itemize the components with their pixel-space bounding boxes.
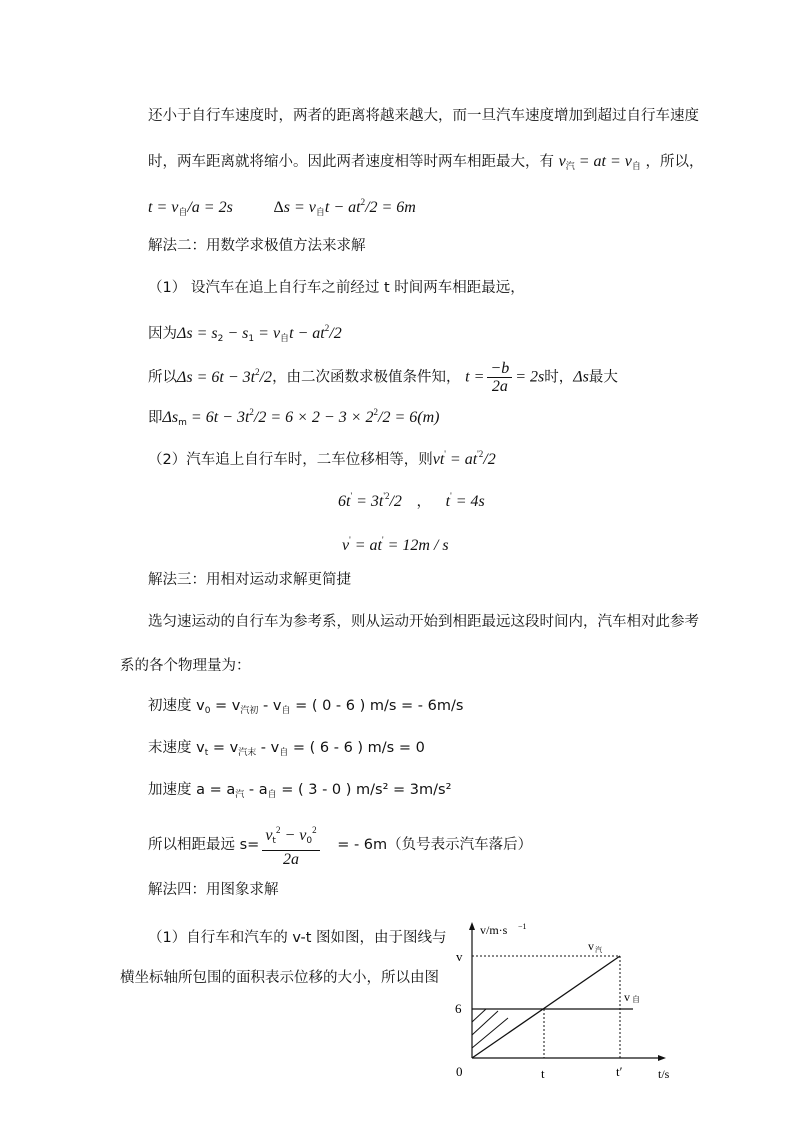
- y-arrow-icon: [469, 922, 475, 930]
- text-span: 时，两车距离就将缩小。因此两者速度相等时两车相距最大，有: [148, 154, 554, 170]
- text-line: [148, 152, 704, 177]
- y-axis-label-sup: −1: [518, 922, 527, 931]
- formula-line: 加速度 $a = a_汽 - a_自$ = ( 3 - 0 ) m/s² = 3m/s²: [148, 782, 452, 800]
- car-label-sub: 汽: [595, 946, 602, 954]
- formula-line: 所以相距最远 s= $\frac{v_t^2 - v_0^2}{2a}$ = - 6m（负号表示汽车落后）: [148, 822, 532, 868]
- formula: $v_汽$ = at = $v_自$: [558, 153, 641, 172]
- formula-line: 即$\Delta s_m = 6t - 3t^2/2 = 6 \times 2 - 3 \times 2^2/2 = 6(m)$: [148, 407, 440, 428]
- vt-graph: [440, 918, 680, 1088]
- v-tick-label: v: [456, 949, 463, 964]
- x-axis-label: t/s: [658, 1067, 670, 1081]
- y-axis-label: v/m·s: [480, 923, 508, 937]
- text-line: 横坐标轴所包围的面积表示位移的大小，所以由图: [120, 970, 439, 986]
- formula-line: $t = v_自/a = 2s$ $\Delta s = v_自t - at^2/2 = 6m$: [148, 197, 416, 218]
- text-line: 系的各个物理量为：: [120, 658, 251, 674]
- text-line: （1） 设汽车在追上自行车之前经过 t 时间两车相距最远，: [148, 280, 525, 296]
- section-heading: 解法四：用图象求解: [148, 882, 279, 898]
- text-span: ，所以，: [645, 154, 704, 170]
- x-arrow-icon: [658, 1055, 666, 1061]
- text-line: 选匀速运动的自行车为参考系，则从运动开始到相距最远这段时间内，汽车相对此参考: [148, 614, 699, 630]
- section-heading: 解法三：用相对运动求解更简捷: [148, 572, 351, 588]
- hatch: [472, 1009, 486, 1022]
- six-tick-label: 6: [455, 1001, 462, 1016]
- hatch: [472, 1018, 508, 1048]
- formula-line: 因为$\Delta s = s_2 - s_1 = v_自t - at^2/2$: [148, 323, 342, 344]
- section-heading: 解法二：用数学求极值方法来求解: [148, 238, 366, 254]
- formula-line: 末速度 $v_t = v_{汽末} - v_自$ = ( 6 - 6 ) m/s = 0: [148, 740, 425, 758]
- bike-label: v: [624, 990, 630, 1004]
- car-line: [472, 956, 620, 1058]
- t-tick-label: t: [541, 1066, 545, 1081]
- formula-line: 初速度 $v_0 = v_{汽初} - v_自$ = ( 0 - 6 ) m/s = - 6m/s: [148, 698, 464, 716]
- tp-tick-label: t′: [616, 1064, 623, 1079]
- text-line: 还小于自行车速度时，两者的距离将越来越大，而一旦汽车速度增加到超过自行车速度: [148, 108, 699, 124]
- text-line: （1）自行车和汽车的 v-t 图如图，由于图线与: [148, 930, 447, 946]
- formula-line: （2）汽车追上自行车时，二车位移相等，则$vt' = at^{'2}/2$: [148, 449, 496, 468]
- bike-label-sub: 自: [632, 995, 640, 1004]
- car-label: v: [588, 939, 594, 953]
- formula-line: v' = at' = 12m / s: [342, 535, 449, 554]
- formula-line: $6t' = 3t^{'2}/2$ ， t' = 4s: [338, 491, 485, 510]
- hatch: [472, 1011, 498, 1035]
- formula-line: 所以$\Delta s = 6t - 3t^2/2$，由二次函数求极值条件知， t = $\frac{-b}{2a}$ = 2s时，Δs最大: [148, 360, 618, 395]
- origin-label: 0: [456, 1064, 463, 1079]
